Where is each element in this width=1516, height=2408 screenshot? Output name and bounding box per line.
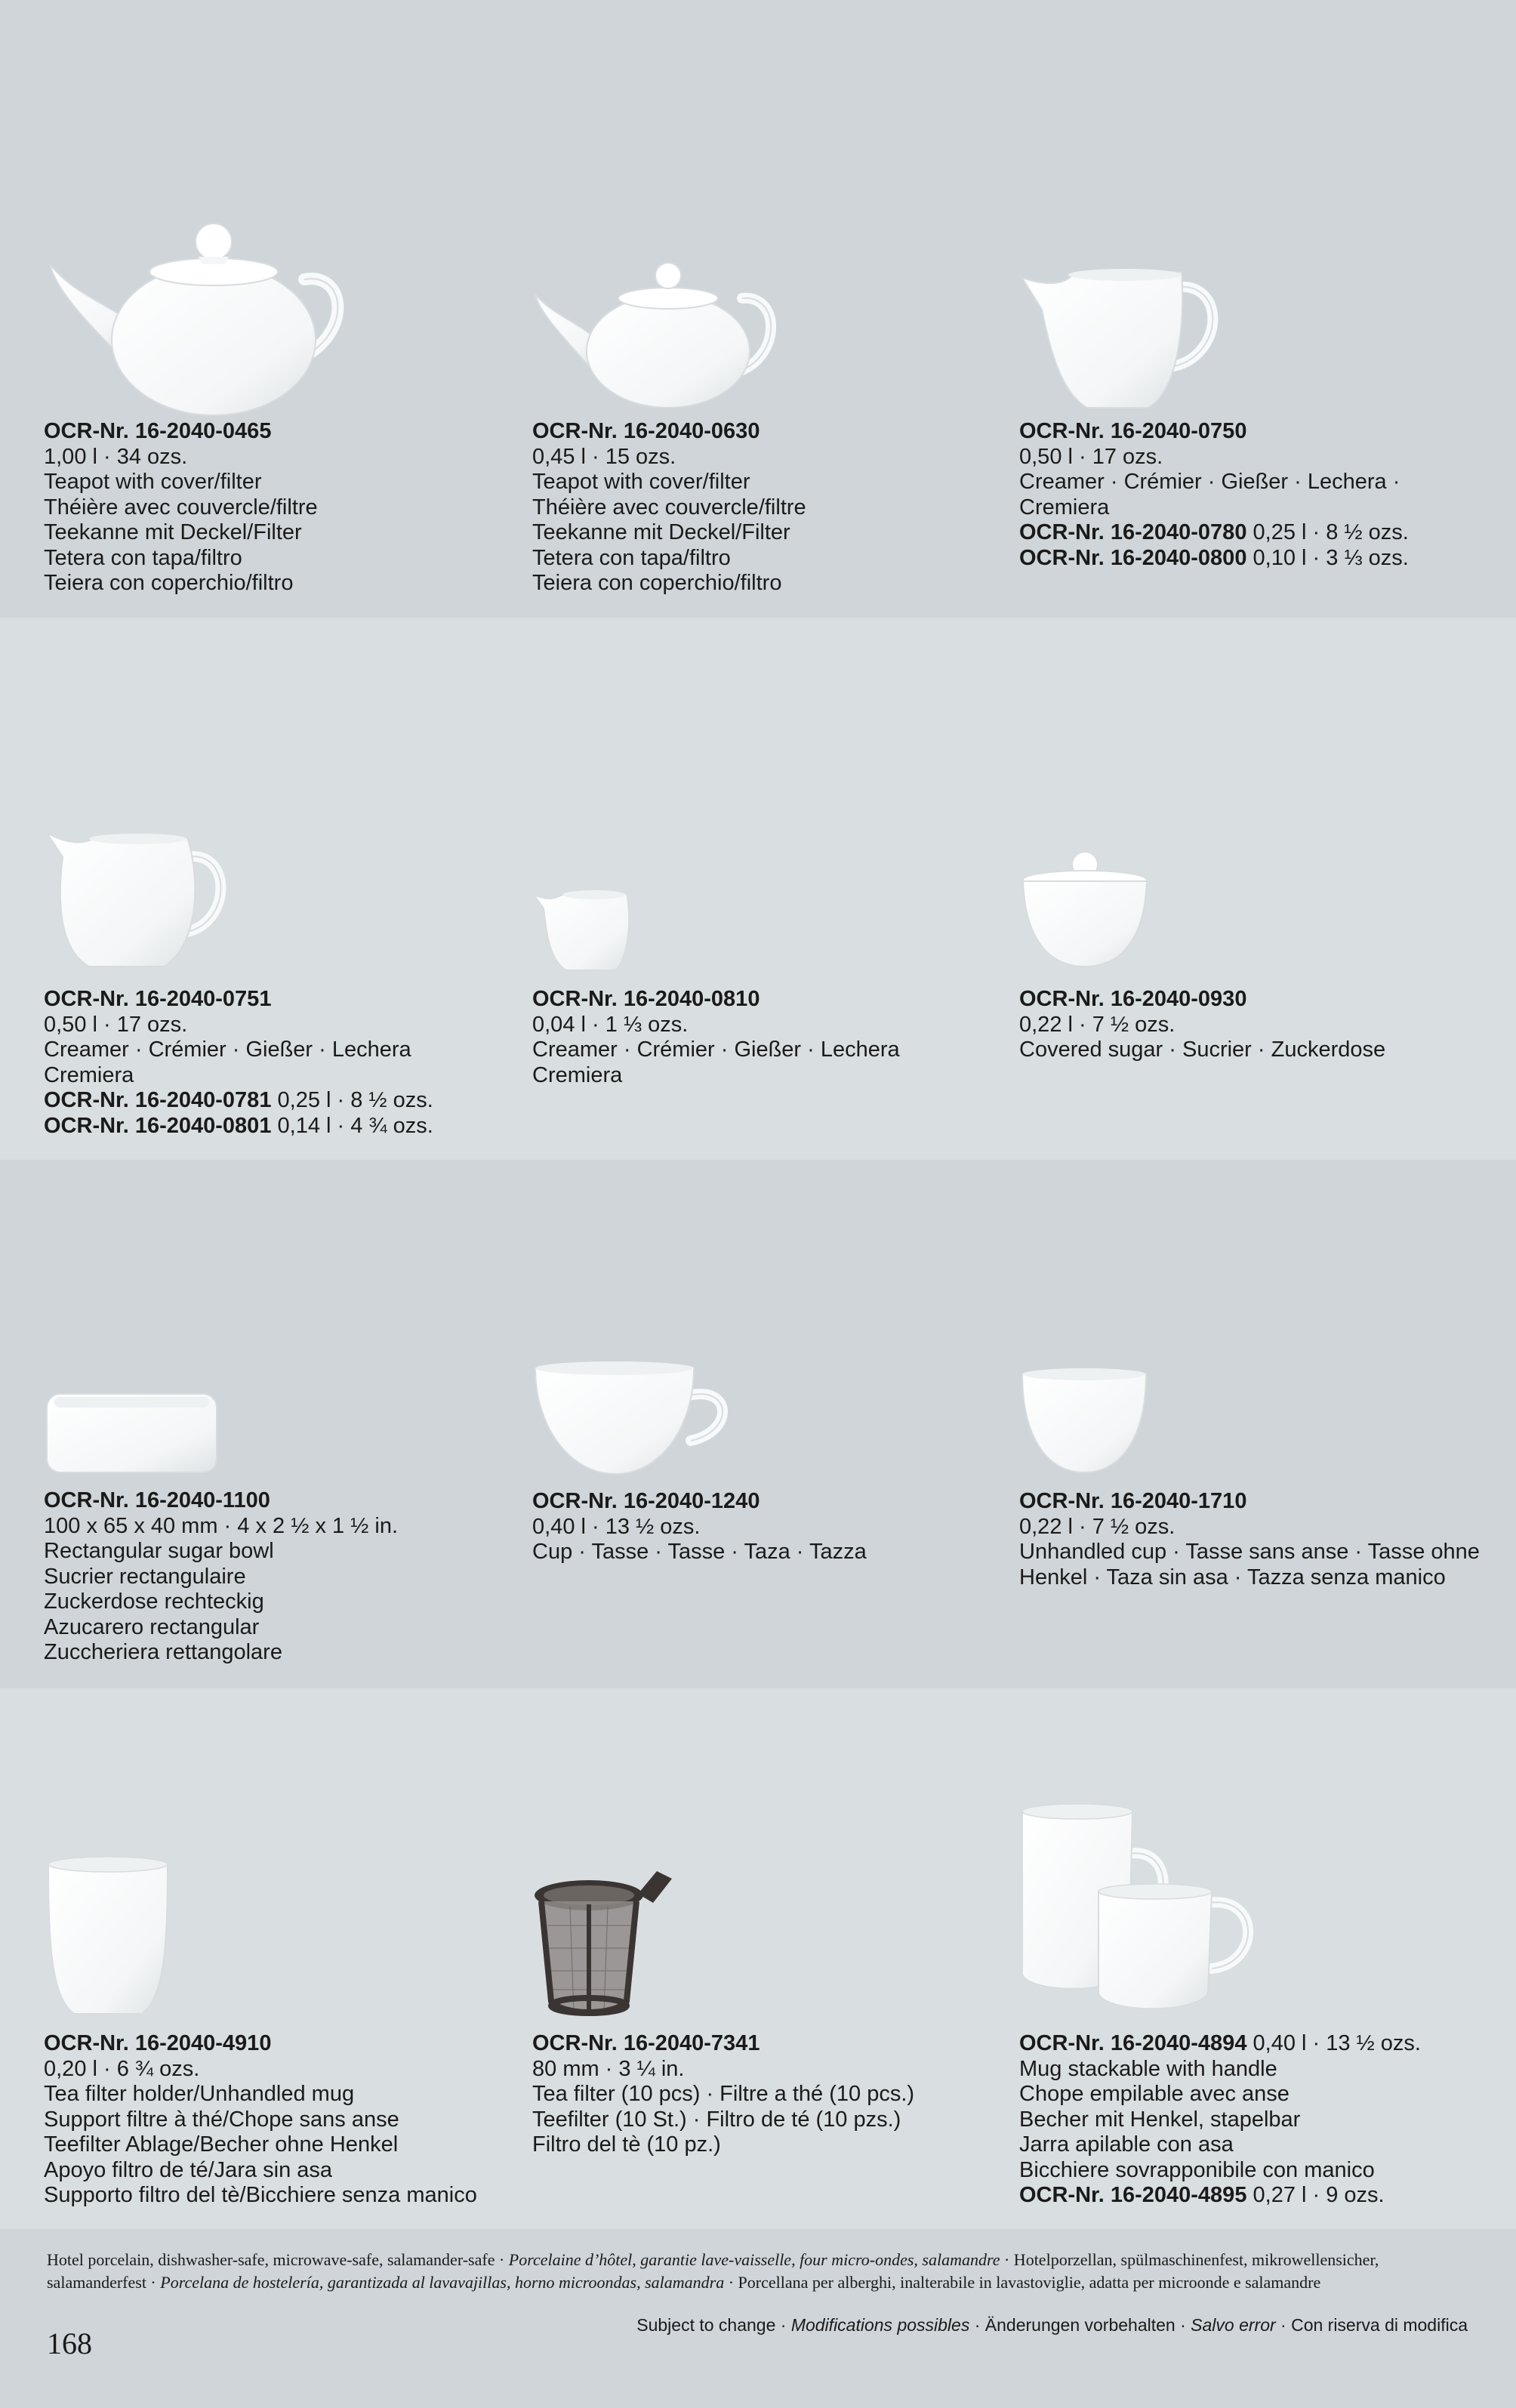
product-code: OCR-Nr. 16-2040-7341 — [532, 2031, 760, 2055]
footer-note — [47, 2249, 1474, 2294]
product-line: Teefilter Ablage/Becher ohne Henkel — [44, 2132, 399, 2157]
footer-note-es: Porcelana de hostelería, garantizada al lavavajillas, horno microondas, salamandra — [160, 2273, 725, 2292]
product-code: OCR-Nr. 16-2040-0751 — [44, 987, 272, 1011]
product-line: 0,50 l · 17 ozs. — [1019, 444, 1163, 469]
creamer-icon — [1019, 264, 1231, 415]
product-line: Teekanne mit Deckel/Filter — [532, 520, 790, 544]
product-code: OCR-Nr. 16-2040-4910 — [44, 2031, 272, 2055]
product-line: Tea filter (10 pcs) · Filtre a thé (10 pcs.) — [532, 2082, 915, 2106]
product-line: Chope empilable avec anse — [1019, 2082, 1290, 2106]
variant-size: 0,27 l · 9 ozs. — [1246, 2183, 1385, 2207]
variant-size: 0,10 l · 3 ⅓ ozs. — [1246, 545, 1409, 570]
variant-size: 0,25 l · 8 ½ ozs. — [1246, 520, 1409, 544]
variant-line — [1019, 2183, 1487, 2209]
product-info — [44, 419, 512, 597]
product-info — [1019, 1489, 1487, 1590]
product-line: Rectangular sugar bowl — [44, 1539, 274, 1563]
product-line: Creamer · Crémier · Gießer · Lechera — [532, 1038, 900, 1062]
stackable-mugs-icon — [1019, 1801, 1265, 2016]
footer-note-de: · Hotelporzellan, spülmaschinenfest, mikrowellensicher, salamanderfest · — [47, 2250, 1379, 2292]
covered-sugar-icon — [1019, 849, 1151, 970]
product-line: Zuccheriera rettangolare — [44, 1640, 282, 1664]
product-line: Unhandled cup · Tasse sans anse · Tasse ohne — [1019, 1540, 1480, 1564]
creamer-round-icon — [44, 827, 240, 974]
product-line: Azucarero rectangular — [44, 1614, 260, 1639]
product-line: 0,22 l · 7 ½ ozs. — [1019, 1514, 1176, 1539]
product-info — [1019, 419, 1487, 571]
product-code: OCR-Nr. 16-2040-0810 — [532, 987, 760, 1011]
mug-icon — [44, 1854, 176, 2020]
variant-line — [1019, 520, 1487, 546]
change-it: · Con riserva di modifica — [1275, 2315, 1468, 2335]
product-line: Creamer · Crémier · Gießer · Lechera · — [1019, 470, 1400, 494]
product-line: Teapot with cover/filter — [532, 470, 750, 494]
variant-code: OCR-Nr. 16-2040-0780 — [1019, 520, 1247, 544]
product-line: Mug stackable with handle — [1019, 2056, 1277, 2081]
product-line: 0,40 l · 13 ½ ozs. — [532, 1514, 701, 1539]
product-line: 1,00 l · 34 ozs. — [44, 444, 188, 469]
product-code: OCR-Nr. 16-2040-1240 — [532, 1489, 760, 1513]
product-line: 0,22 l · 7 ½ ozs. — [1019, 1012, 1176, 1037]
product-line: Creamer · Crémier · Gießer · Lechera — [44, 1038, 411, 1062]
variant-line — [1019, 546, 1487, 572]
product-line: Tetera con tapa/filtro — [44, 545, 242, 570]
product-line: 100 x 65 x 40 mm · 4 x 2 ½ x 1 ½ in. — [44, 1513, 399, 1538]
footer-note-en: Hotel porcelain, dishwasher-safe, microwave-safe, salamander-safe · — [47, 2250, 509, 2269]
product-line: Apoyo filtro de té/Jara sin asa — [44, 2157, 333, 2182]
product-line: 0,45 l · 15 ozs. — [532, 444, 676, 469]
footer-note-it: · Porcellana per alberghi, inalterabile in lavastoviglie, adatta per microonde e salamandre — [724, 2273, 1321, 2292]
variant-size: 0,14 l · 4 ¾ ozs. — [271, 1113, 433, 1138]
product-line: Théière avec couvercle/filtre — [44, 495, 318, 520]
product-line: Tea filter holder/Unhandled mug — [44, 2082, 355, 2106]
variant-code: OCR-Nr. 16-2040-0801 — [44, 1113, 272, 1138]
product-line: 0,20 l · 6 ¾ ozs. — [44, 2056, 200, 2081]
product-line: Henkel · Taza sin asa · Tazza senza manico — [1019, 1565, 1446, 1589]
product-line: Teiera con coperchio/filtro — [44, 571, 294, 595]
product-line: Cremiera — [532, 1062, 623, 1087]
product-size: 0,40 l · 13 ½ ozs. — [1246, 2031, 1421, 2055]
product-line: 0,04 l · 1 ⅓ ozs. — [532, 1012, 689, 1037]
product-line: Filtro del tè (10 pz.) — [532, 2132, 721, 2157]
product-info — [44, 987, 512, 1139]
creamer-mini-icon — [532, 887, 634, 974]
product-line: Teefilter (10 St.) · Filtro de té (10 pzs.) — [532, 2107, 901, 2132]
rect-sugar-bowl-icon — [44, 1389, 221, 1476]
product-code: OCR-Nr. 16-2040-0465 — [44, 419, 272, 443]
product-line: Cremiera — [44, 1062, 134, 1087]
product-line: Covered sugar · Sucrier · Zuckerdose — [1019, 1038, 1386, 1062]
footer-note-fr: Porcelaine d’hôtel, garantie lave-vaisselle, four micro-ondes, salamandre — [508, 2250, 1000, 2269]
product-info — [532, 419, 1000, 597]
product-info — [44, 2031, 512, 2209]
page-number: 168 — [47, 2326, 92, 2360]
product-line: Teekanne mit Deckel/Filter — [44, 520, 302, 544]
change-en: Subject to change · — [636, 2315, 791, 2335]
product-code: OCR-Nr. 16-2040-4894 — [1019, 2031, 1247, 2055]
product-line: Théière avec couvercle/filtre — [532, 495, 806, 520]
tea-filter-icon — [532, 1865, 676, 2024]
variant-line — [44, 1088, 512, 1114]
product-line: 0,50 l · 17 ozs. — [44, 1012, 188, 1037]
product-code: OCR-Nr. 16-2040-1710 — [1019, 1489, 1247, 1513]
subject-to-change — [636, 2315, 1468, 2336]
product-code: OCR-Nr. 16-2040-1100 — [44, 1488, 270, 1512]
change-de: · Änderungen vorbehalten · — [969, 2315, 1191, 2335]
product-info — [44, 1488, 512, 1666]
variant-code: OCR-Nr. 16-2040-0800 — [1019, 545, 1247, 570]
product-line: 80 mm · 3 ¼ in. — [532, 2056, 685, 2081]
product-line: Bicchiere sovrapponibile con manico — [1019, 2157, 1375, 2182]
product-info — [1019, 2031, 1487, 2209]
product-line: Becher mit Henkel, stapelbar — [1019, 2107, 1301, 2132]
variant-code: OCR-Nr. 16-2040-4895 — [1019, 2183, 1247, 2207]
product-line: Cremiera — [1019, 495, 1110, 520]
product-line: Supporto filtro del tè/Bicchiere senza manico — [44, 2183, 477, 2207]
variant-line — [44, 1114, 512, 1139]
product-info — [532, 987, 1000, 1088]
product-line: Teapot with cover/filter — [44, 470, 262, 494]
product-info — [1019, 987, 1487, 1063]
variant-size: 0,25 l · 8 ½ ozs. — [271, 1088, 433, 1112]
teapot-small-icon — [532, 253, 781, 408]
product-line: Sucrier rectangulaire — [44, 1564, 246, 1589]
product-line: Jarra apilable con asa — [1019, 2132, 1234, 2157]
product-line: Cup · Tasse · Tasse · Taza · Tazza — [532, 1540, 867, 1564]
product-info — [532, 2031, 1000, 2158]
product-code: OCR-Nr. 16-2040-0630 — [532, 419, 760, 443]
change-fr: Modifications possibles — [790, 2315, 970, 2335]
product-code-line — [1019, 2031, 1487, 2057]
change-es: Salvo error — [1191, 2315, 1276, 2335]
teapot-large-icon — [44, 219, 353, 423]
product-code: OCR-Nr. 16-2040-0930 — [1019, 987, 1247, 1011]
product-line: Tetera con tapa/filtro — [532, 545, 731, 570]
product-line: Support filtre à thé/Chope sans anse — [44, 2107, 399, 2132]
unhandled-cup-icon — [1019, 1367, 1151, 1476]
product-code: OCR-Nr. 16-2040-0750 — [1019, 419, 1247, 443]
variant-code: OCR-Nr. 16-2040-0781 — [44, 1088, 272, 1112]
product-info — [532, 1489, 1000, 1565]
product-line: Zuckerdose rechteckig — [44, 1589, 264, 1614]
product-line: Teiera con coperchio/filtro — [532, 571, 782, 595]
cup-icon — [532, 1359, 736, 1480]
